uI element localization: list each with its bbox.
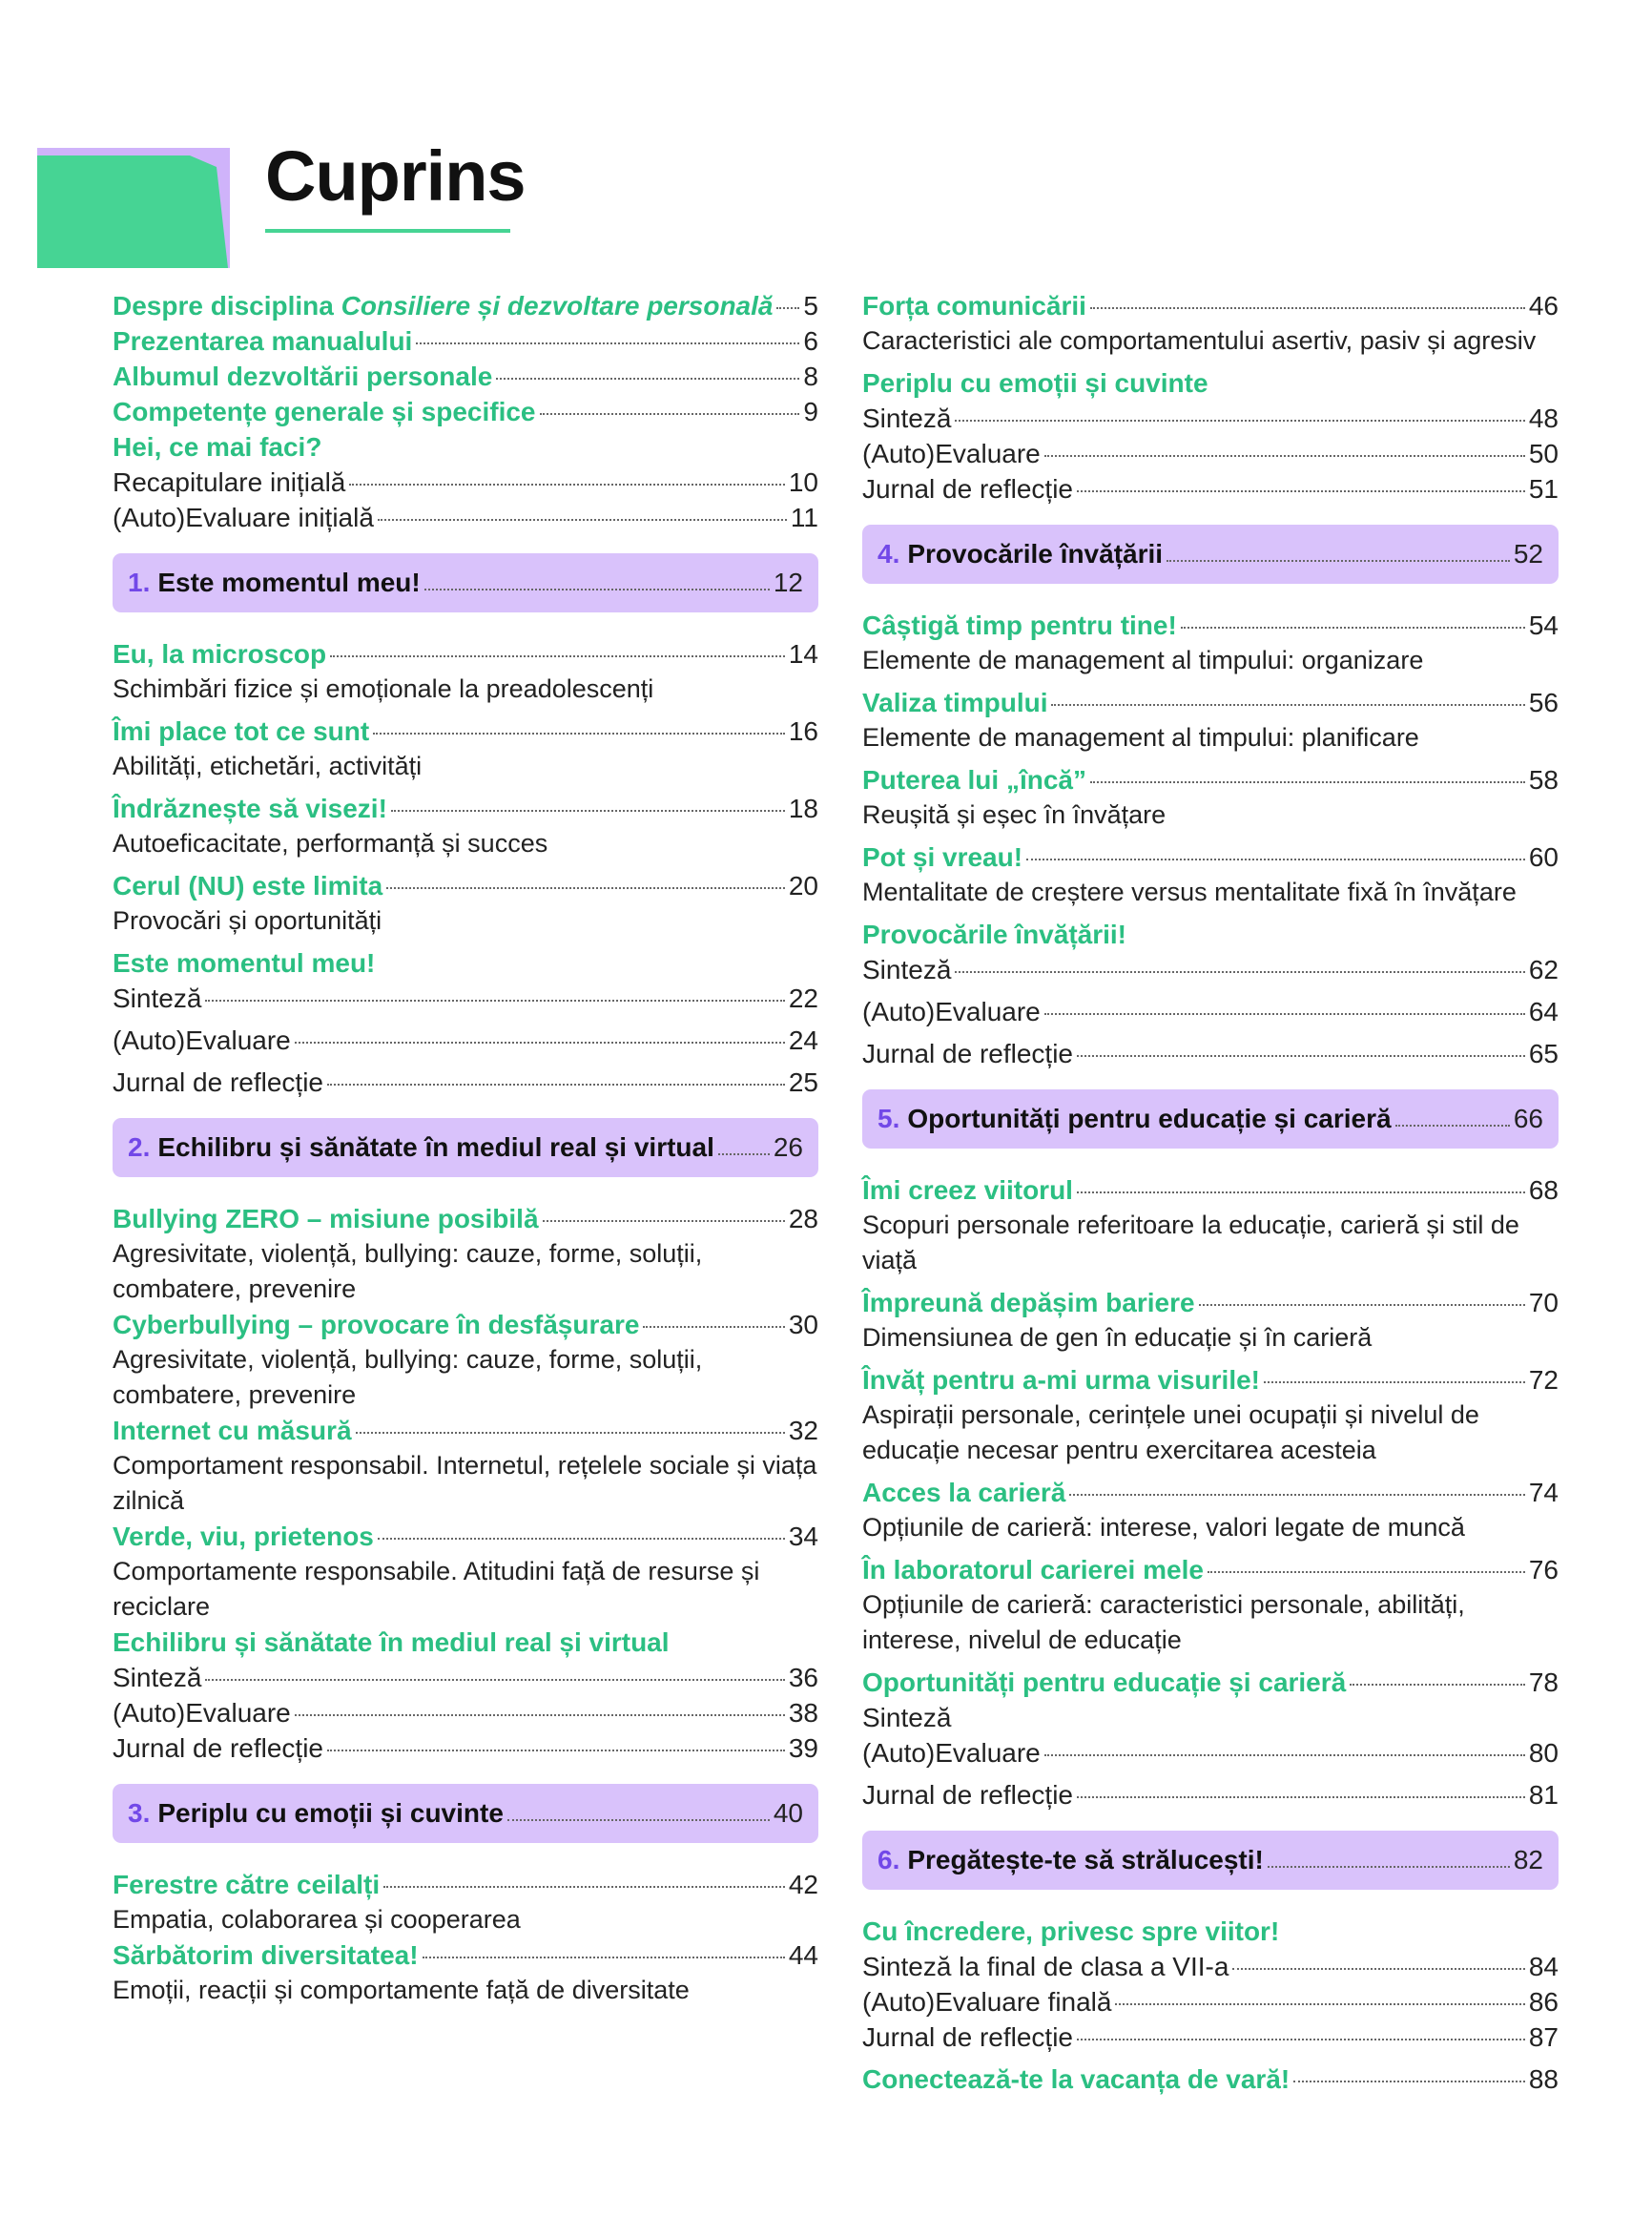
toc-entry-title: (Auto)Evaluare [113,1698,291,1728]
leader-dots [955,419,1524,422]
toc-page-number: 42 [788,1870,818,1899]
leader-dots [349,483,784,486]
toc-entry-title: Jurnal de reflecție [862,1780,1074,1810]
toc-entry-title: Câștigă timp pentru tine! [862,611,1177,640]
chapter-number: 3. [128,1798,151,1828]
toc-entry[interactable] [113,1065,818,1100]
toc-entry-title: Jurnal de reflecție [862,474,1074,504]
toc-entry-title: Jurnal de reflecție [113,1067,324,1097]
toc-entry[interactable] [113,1023,818,1058]
toc-page-number: 44 [788,1940,818,1970]
toc-entry-title: Forța comunicării [862,291,1086,321]
leader-dots [205,1678,784,1681]
toc-entry[interactable] [113,1867,818,1902]
toc-entry-title: Internet cu măsură [113,1416,352,1445]
toc-entry[interactable] [862,762,1559,797]
toc-entry[interactable] [862,994,1559,1029]
toc-page-number: 65 [1528,1039,1559,1068]
toc-entry[interactable] [113,791,818,826]
toc-entry-title: (Auto)Evaluare inițială [113,503,374,532]
toc-page-number: 54 [1528,611,1559,640]
toc-entry[interactable] [862,436,1559,471]
toc-entry-description: Elemente de management al timpului: planificare [862,723,1419,752]
toc-page-number: 10 [788,467,818,497]
toc-left-column [113,288,818,2008]
toc-entry[interactable] [113,1937,818,1973]
toc-entry[interactable] [862,952,1559,987]
toc-entry[interactable] [862,1036,1559,1071]
leader-dots [1264,1380,1525,1383]
toc-entry[interactable] [862,471,1559,507]
toc-entry-title: Împreună depășim bariere [862,1288,1195,1317]
toc-entry[interactable] [113,1660,818,1695]
toc-entry-title: (Auto)Evaluare [113,1025,291,1055]
toc-page-number: 20 [788,871,818,901]
toc-entry[interactable] [862,288,1559,323]
toc-entry[interactable] [862,401,1559,436]
toc-entry-description: Autoeficacitate, performanță și succes [113,829,548,858]
toc-entry[interactable] [862,1285,1559,1320]
toc-entry[interactable] [862,1777,1559,1812]
toc-page-number: 40 [773,1798,803,1828]
leader-dots [1044,1753,1525,1756]
toc-page-number: 8 [803,362,818,391]
toc-entry-title: În laboratorul carierei mele [862,1555,1204,1584]
header-tab-decoration [37,148,230,268]
toc-page-number: 72 [1528,1365,1559,1395]
toc-entry[interactable] [113,636,818,672]
toc-entry[interactable] [862,839,1559,875]
toc-entry[interactable] [862,1984,1559,2019]
toc-entry-title: Jurnal de reflecție [862,1039,1074,1068]
toc-entry[interactable] [113,714,818,749]
toc-entry[interactable] [113,1307,818,1342]
toc-entry-title: (Auto)Evaluare finală [862,1987,1112,2017]
toc-entry[interactable] [113,1519,818,1554]
leader-dots [1167,559,1510,562]
chapter-number: 6. [878,1845,900,1874]
toc-entry-title: (Auto)Evaluare [862,439,1041,468]
toc-entry-title: Puterea lui „încă” [862,765,1086,795]
toc-page-number: 76 [1528,1555,1559,1584]
leader-dots [378,1537,785,1540]
toc-page-number: 78 [1528,1667,1559,1697]
toc-page-number: 12 [773,568,803,597]
toc-entry-title: Cu încredere, privesc spre viitor! [862,1916,1280,1946]
leader-dots [1268,1865,1510,1868]
toc-entry-title: Echilibru și sănătate în mediul real și virtual [113,1627,670,1657]
leader-dots [1090,306,1525,309]
toc-page-number: 5 [803,291,818,321]
toc-page-number: 6 [803,326,818,356]
toc-page-number: 34 [788,1522,818,1551]
toc-page-number: 68 [1528,1175,1559,1205]
chapter-6-heading[interactable] [862,1831,1559,1890]
toc-entry[interactable] [113,465,818,500]
toc-section-heading [862,365,1559,401]
leader-dots [424,588,770,590]
leader-dots [391,809,785,812]
chapter-number: 4. [878,539,900,569]
toc-entry-title: Conectează-te la vacanța de vară! [862,2064,1291,2094]
leader-dots [327,1749,785,1751]
toc-entry-description: Elemente de management al timpului: organizare [862,646,1424,674]
toc-entry-description: Reușită și eșec în învățare [862,800,1167,829]
leader-dots [1044,1012,1525,1015]
toc-entry-title: Albumul dezvoltării personale [113,362,493,391]
toc-entry-title: Bullying ZERO – misiune posibilă [113,1204,539,1233]
toc-entry-description: Comportamente responsabile. Atitudini față de resurse și reciclare [113,1557,760,1621]
toc-entry-description: Empatia, colaborarea și cooperarea [113,1905,521,1934]
toc-entry-title: Provocările învățării! [862,920,1127,949]
toc-page-number: 62 [1528,955,1559,984]
toc-entry-description: Dimensiunea de gen în educație și în carieră [862,1323,1373,1352]
toc-entry-title: Cerul (NU) este limita [113,871,383,901]
toc-entry-title: Sinteză [862,404,952,433]
toc-entry-description: Caracteristici ale comportamentului asertiv, pasiv și agresiv [862,326,1537,355]
leader-dots [356,1431,785,1434]
chapter-title: Provocările învățării [907,539,1164,569]
toc-entry[interactable] [862,1362,1559,1398]
toc-entry-description: Abilități, etichetări, activități [113,752,423,780]
toc-page-number: 32 [788,1416,818,1445]
toc-entry-title: Verde, viu, prietenos [113,1522,374,1551]
chapter-title: Este momentul meu! [157,568,421,597]
leader-dots [543,1219,785,1222]
leader-dots [373,732,785,735]
toc-entry-title: Despre disciplina Consiliere și dezvoltare personală [113,291,774,321]
toc-entry[interactable] [862,608,1559,643]
toc-entry[interactable] [862,1475,1559,1510]
toc-page-number: 88 [1528,2064,1559,2094]
toc-entry-description: Emoții, reacții și comportamente față de diversitate [113,1976,690,2004]
leader-dots [1199,1303,1525,1306]
leader-dots [1115,2002,1524,2005]
toc-page-number: 56 [1528,688,1559,717]
leader-dots [327,1083,785,1086]
toc-entry-title: Sinteză [862,1703,952,1732]
toc-page-number: 81 [1528,1780,1559,1810]
toc-page-number: 64 [1528,997,1559,1026]
toc-entry[interactable] [862,1172,1559,1208]
toc-entry-description: Provocări și oportunități [113,906,382,935]
toc-entry-title: Este momentul meu! [113,948,376,978]
toc-entry-description: Opțiunile de carieră: caracteristici personale, abilități, interese, nivelul de educație [862,1590,1465,1654]
toc-page-number: 22 [788,984,818,1013]
page-title: Cuprins [265,136,526,216]
toc-page-number: 48 [1528,404,1559,433]
leader-dots [1077,1795,1525,1798]
chapter-title: Echilibru și sănătate în mediul real și virtual [157,1132,714,1162]
toc-entry-title: Eu, la microscop [113,639,327,669]
toc-entry[interactable] [113,394,818,429]
leader-dots [423,1956,785,1958]
toc-entry-title: Oportunități pentru educație și carieră [862,1667,1347,1697]
toc-entry[interactable] [113,981,818,1016]
toc-entry-description: Mentalitate de creștere versus mentalitate fixă în învățare [862,878,1517,906]
chapter-5-heading[interactable] [862,1089,1559,1149]
toc-page-number: 14 [788,639,818,669]
toc-entry[interactable] [862,1665,1559,1700]
toc-entry-description: Schimbări fizice și emoționale la preadolescenți [113,674,654,703]
toc-entry-description: Scopuri personale referitoare la educație, carieră și stil de viață [862,1211,1519,1274]
leader-dots [1077,2038,1525,2040]
toc-entry-title: Îndrăznește să visezi! [113,794,387,823]
toc-entry-title: Ferestre către ceilalți [113,1870,381,1899]
leader-dots [1051,703,1524,706]
chapter-4-heading[interactable] [862,525,1559,584]
toc-entry[interactable] [113,1413,818,1448]
toc-entry-title: Periplu cu emoții și cuvinte [862,368,1208,398]
toc-page-number: 52 [1513,539,1543,569]
toc-page-number: 58 [1528,765,1559,795]
toc-entry-description: Aspirații personale, cerințele unei ocupații și nivelul de educație necesar pentru exercitarea acesteia [862,1400,1479,1464]
toc-entry-title: Valiza timpului [862,688,1048,717]
leader-dots [1293,2080,1525,2082]
chapter-title: Oportunități pentru educație și carieră [907,1104,1392,1133]
toc-entry-title: Sărbătorim diversitatea! [113,1940,419,1970]
toc-page-number: 84 [1528,1952,1559,1981]
leader-dots [1090,780,1525,783]
toc-page-number: 46 [1528,291,1559,321]
toc-section-heading [113,1625,818,1660]
leader-dots [1044,454,1525,457]
toc-page-number: 80 [1528,1738,1559,1768]
leader-dots [1077,489,1525,492]
leader-dots [955,970,1524,973]
chapter-number: 2. [128,1132,151,1162]
toc-entry[interactable] [862,1735,1559,1771]
toc-page-number: 39 [788,1733,818,1763]
chapter-title: Pregătește-te să strălucești! [907,1845,1264,1874]
toc-entry-title: Sinteză [113,984,202,1013]
leader-dots [295,1713,785,1716]
chapter-1-heading[interactable] [113,553,818,612]
leader-dots [1232,1967,1524,1970]
leader-dots [718,1152,770,1155]
toc-entry[interactable] [113,1730,818,1766]
toc-page-number: 86 [1528,1987,1559,2017]
toc-entry-title: Îmi place tot ce sunt [113,716,370,746]
toc-page-number: 28 [788,1204,818,1233]
toc-page-number: 30 [788,1310,818,1339]
toc-page-number: 82 [1513,1845,1543,1874]
leader-dots [1077,1054,1525,1057]
toc-entry-title: (Auto)Evaluare [862,1738,1041,1768]
leader-dots [416,342,799,344]
toc-entry-title: Hei, ce mai faci? [113,432,322,462]
toc-entry-title: Cyberbullying – provocare în desfășurare [113,1310,640,1339]
toc-entry-title: Sinteză [113,1663,202,1692]
chapter-title: Periplu cu emoții și cuvinte [157,1798,504,1828]
toc-entry-title: Jurnal de reflecție [113,1733,324,1763]
toc-page-number: 16 [788,716,818,746]
toc-section-heading [862,917,1559,952]
leader-dots [776,306,799,309]
toc-entry-description: Opțiunile de carieră: interese, valori legate de muncă [862,1513,1465,1542]
toc-entry-title: Competențe generale și specifice [113,397,536,426]
leader-dots [1077,1191,1525,1193]
toc-section-heading [113,429,818,465]
leader-dots [1181,626,1525,629]
toc-entry-title: Jurnal de reflecție [862,2022,1074,2052]
leader-dots [383,1885,785,1888]
title-underline [265,229,510,233]
toc-entry-title: Prezentarea manualului [113,326,413,356]
toc-entry[interactable] [113,500,818,535]
chapter-number: 1. [128,568,151,597]
toc-page-number: 9 [803,397,818,426]
toc-section-heading [862,1914,1559,1949]
toc-page-number: 66 [1513,1104,1543,1133]
toc-entry[interactable] [862,1552,1559,1587]
toc-page-number: 70 [1528,1288,1559,1317]
leader-dots [330,654,785,657]
toc-entry[interactable] [113,359,818,394]
leader-dots [295,1041,785,1044]
leader-dots [1395,1124,1510,1127]
leader-dots [1026,858,1525,860]
toc-entry-title: Acces la carieră [862,1478,1066,1507]
leader-dots [507,1818,770,1821]
toc-entry-title: Îmi creez viitorul [862,1175,1073,1205]
chapter-2-heading[interactable] [113,1118,818,1177]
chapter-3-heading[interactable] [113,1784,818,1843]
toc-page-number: 51 [1528,474,1559,504]
toc-entry-description: Comportament responsabil. Internetul, rețelele sociale și viața zilnică [113,1451,817,1515]
chapter-number: 5. [878,1104,900,1133]
leader-dots [1208,1570,1525,1573]
leader-dots [378,518,787,521]
toc-entry[interactable] [113,288,818,323]
toc-page-number: 24 [788,1025,818,1055]
leader-dots [643,1325,784,1328]
toc-entry-title: Pot și vreau! [862,842,1023,872]
toc-page-number: 25 [788,1067,818,1097]
toc-entry[interactable] [113,1201,818,1236]
leader-dots [1350,1683,1525,1686]
toc-entry-title: Sinteză la final de clasa a VII-a [862,1952,1229,1981]
toc-entry[interactable] [113,868,818,903]
toc-page-number: 36 [788,1663,818,1692]
toc-entry-title: Sinteză [862,955,952,984]
leader-dots [540,412,800,415]
toc-entry[interactable] [862,2061,1559,2097]
leader-dots [496,377,799,380]
toc-page-number: 38 [788,1698,818,1728]
toc-entry[interactable] [862,2019,1559,2055]
toc-entry[interactable] [113,323,818,359]
toc-page-number: 87 [1528,2022,1559,2052]
toc-page-number: 74 [1528,1478,1559,1507]
leader-dots [1069,1493,1525,1496]
toc-entry-title: Recapitulare inițială [113,467,346,497]
toc-entry-title: (Auto)Evaluare [862,997,1041,1026]
toc-section-heading [862,1700,1559,1735]
leader-dots [205,999,784,1002]
toc-section-heading [113,945,818,981]
toc-page-number: 26 [773,1132,803,1162]
toc-entry-description: Agresivitate, violență, bullying: cauze, forme, soluții, combatere, prevenire [113,1345,703,1409]
toc-entry-title: Învăț pentru a-mi urma visurile! [862,1365,1260,1395]
toc-entry[interactable] [862,685,1559,720]
toc-entry-description: Agresivitate, violență, bullying: cauze, forme, soluții, combatere, prevenire [113,1239,703,1303]
toc-page-number: 60 [1528,842,1559,872]
toc-entry[interactable] [862,1949,1559,1984]
toc-page-number: 11 [790,503,818,532]
toc-page-number: 50 [1528,439,1559,468]
leader-dots [386,886,785,889]
toc-page-number: 18 [788,794,818,823]
toc-right-column [862,288,1559,2097]
toc-entry[interactable] [113,1695,818,1730]
